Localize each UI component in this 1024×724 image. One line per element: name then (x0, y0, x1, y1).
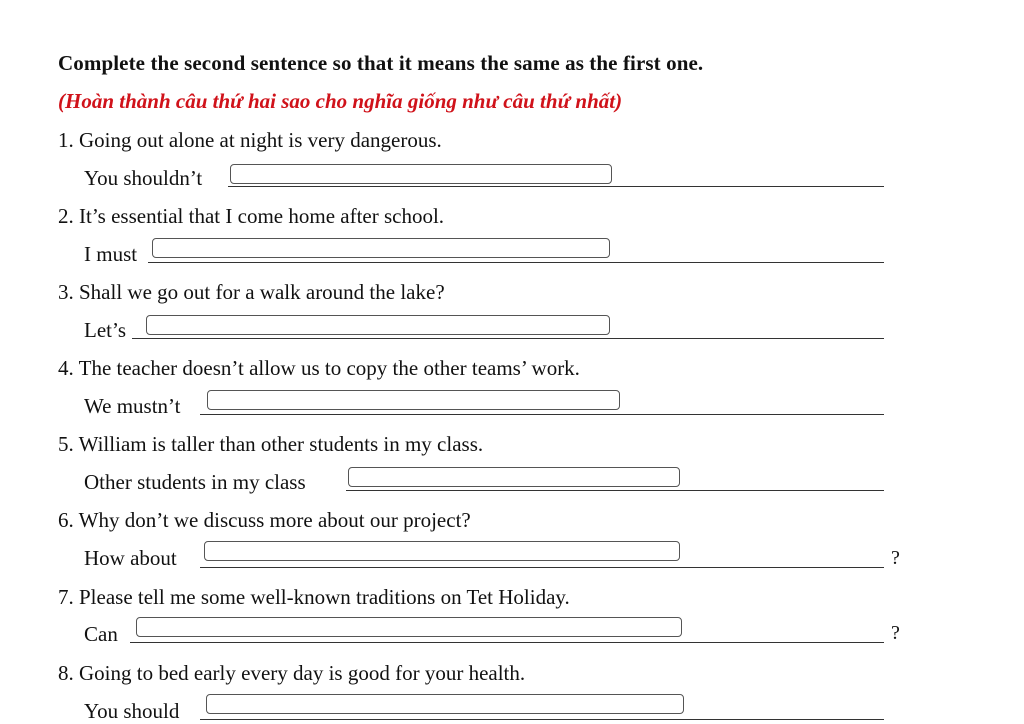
answer-box-1[interactable] (230, 164, 612, 184)
question-2: 2. It’s essential that I come home after school. (58, 204, 445, 228)
answer-line-7 (130, 642, 884, 643)
prompt-3: Let’s (84, 318, 126, 342)
answer-box-2[interactable] (152, 238, 610, 258)
question-1: 1. Going out alone at night is very dangerous. (58, 128, 442, 152)
answer-box-5[interactable] (348, 467, 680, 487)
answer-line-4 (200, 414, 884, 415)
prompt-7: Can (84, 622, 118, 646)
answer-line-8 (200, 719, 884, 720)
question-4: 4. The teacher doesn’t allow us to copy the other teams’ work. (58, 356, 580, 380)
question-mark-6: ? (891, 547, 900, 569)
instruction-title: Complete the second sentence so that it means the same as the first one. (58, 51, 704, 75)
prompt-8: You should (84, 699, 180, 723)
prompt-4: We mustn’t (84, 394, 181, 418)
question-3: 3. Shall we go out for a walk around the lake? (58, 280, 445, 304)
answer-line-2 (148, 262, 884, 263)
answer-box-7[interactable] (136, 617, 682, 637)
answer-line-5 (346, 490, 884, 491)
question-6: 6. Why don’t we discuss more about our project? (58, 508, 471, 532)
prompt-1: You shouldn’t (84, 166, 203, 190)
answer-box-6[interactable] (204, 541, 680, 561)
answer-line-6 (200, 567, 884, 568)
instruction-subtitle: (Hoàn thành câu thứ hai sao cho nghĩa giống như câu thứ nhất) (58, 89, 623, 113)
prompt-6: How about (84, 546, 177, 570)
question-7: 7. Please tell me some well-known traditions on Tet Holiday. (58, 585, 570, 609)
answer-line-3 (132, 338, 884, 339)
answer-box-8[interactable] (206, 694, 684, 714)
answer-box-4[interactable] (207, 390, 620, 410)
answer-line-1 (228, 186, 884, 187)
answer-box-3[interactable] (146, 315, 610, 335)
prompt-2: I must (84, 242, 138, 266)
question-8: 8. Going to bed early every day is good for your health. (58, 661, 526, 685)
question-mark-7: ? (891, 622, 900, 644)
question-5: 5. William is taller than other students in my class. (58, 432, 484, 456)
prompt-5: Other students in my class (84, 470, 306, 494)
